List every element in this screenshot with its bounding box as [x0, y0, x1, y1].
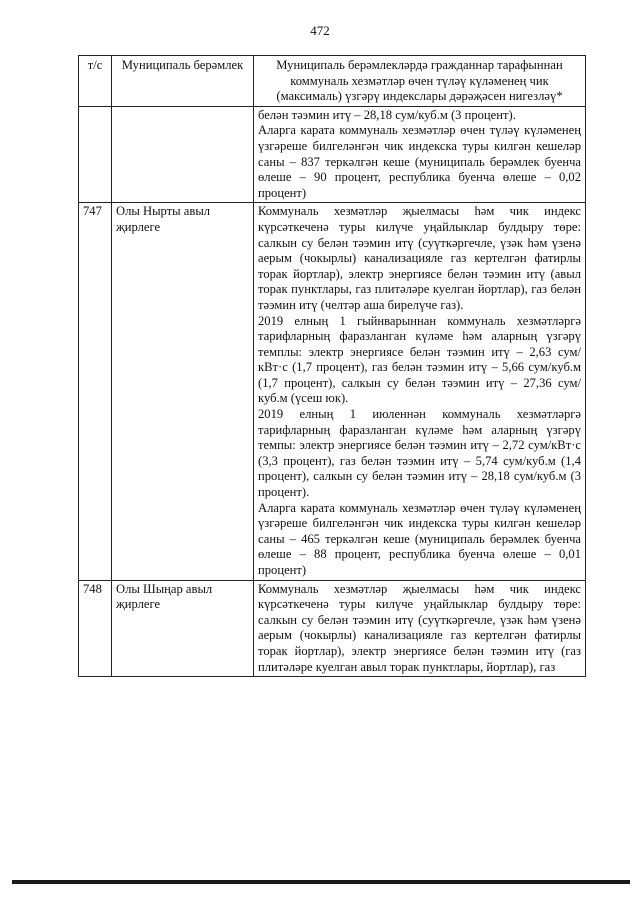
page-bottom-border [12, 880, 630, 884]
row-municipality [112, 106, 254, 203]
tariff-table [78, 55, 586, 677]
row-number: 747 [79, 203, 112, 580]
paragraph: Коммуналь хезмәтләр җыелмасы һәм чик индекс күрсәткеченә туры килүче уңайлыклар булдыру төре: салкын су белән тәэмин итү (суүткәргечле, үзәк һәм үзенә аерым (чокырлы) канализацияле газ кертелгән фатирлы торак йортлар), электр энергиясе белән тәэмин итү (газ плитәләре куелган авыл торак пунктлары, йортлар), газ [258, 581, 581, 674]
row-number: 748 [79, 580, 112, 677]
paragraph: Аларга карата коммуналь хезмәтләр өчен түләү күләменең үзгәреше билгеләнгән чик индекска туры килгән кешеләр саны – 837 теркәлгән кеше (муниципаль берәмлек буенча өлеше – 90 процент, республика буенча өлеше – 0,02 процент) [258, 123, 581, 200]
table-row [79, 106, 586, 203]
page-number: 472 [310, 23, 330, 38]
table-row [79, 580, 586, 677]
header-municipality: Муниципаль берәмлек [112, 56, 254, 107]
paragraph: Аларга карата коммуналь хезмәтләр өчен түләү күләменең үзгәреше билгеләнгән чик индекска туры килгән кешеләр саны – 465 теркәлгән кеше (муниципаль берәмлек буенча өлеше – 88 процент, республика буенча өлеше – 0,01 процент) [258, 500, 581, 577]
paragraph: 2019 елның 1 гыйнварыннан коммуналь хезмәтләргә тарифларның фаразланган күләме һәм аларның үзгәрү темплы: электр энергиясе белән тәэмин итү – 2,63 сум/кВт·с (1,7 процент), газ белән тәэмин итү – 5,66 сум/куб.м (1,7 процент), салкын су белән тәэмин итү – 27,36 сум/куб.м (үсеш юк). [258, 313, 581, 406]
paragraph: Коммуналь хезмәтләр җыелмасы һәм чик индекс күрсәткеченә туры килүче уңайлыклар булдыру төре: салкын су белән тәэмин итү (суүткәргечле, үзәк һәм үзенә аерым (чокырлы) канализацияле газ кертелгән фатирлы торак йортлар), электр энергиясе белән тәэмин итү (авыл торак пунктлары, газ плитәләре куелган йортлар), газ белән тәэмин итү (челтәр аша бирелүче газ). [258, 204, 581, 312]
row-justification [254, 580, 586, 677]
row-municipality: Олы Нырты авыл җирлеге [112, 203, 254, 580]
header-justification: Муниципаль берәмлекләрдә гражданнар тарафыннан коммуналь хезмәтләр өчен түләү күләменең чик (максималь) үзгәрү индекслары дәрәҗәсен нигезләү* [254, 56, 586, 107]
paragraph: 2019 елның 1 июленнән коммуналь хезмәтләргә тарифларның фаразланган күләме һәм аларның үзгәрү темпы: электр энергиясе белән тәэмин итү – 2,72 сум/кВт·с (3,3 процент), газ белән тәэмин итү – 5,74 сум/куб.м (1,4 процент), салкын су белән тәэмин итү – 28,18 сум/куб.м (3 процент). [258, 407, 581, 500]
row-municipality: Олы Шыңар авыл җирлеге [112, 580, 254, 677]
table-row [79, 203, 586, 580]
header-number: т/с [79, 56, 112, 107]
row-justification [254, 203, 586, 580]
paragraph: белән тәэмин итү – 28,18 сум/куб.м (3 процент). [258, 107, 516, 122]
row-number [79, 106, 112, 203]
row-justification [254, 106, 586, 203]
table-header-row [79, 56, 586, 107]
